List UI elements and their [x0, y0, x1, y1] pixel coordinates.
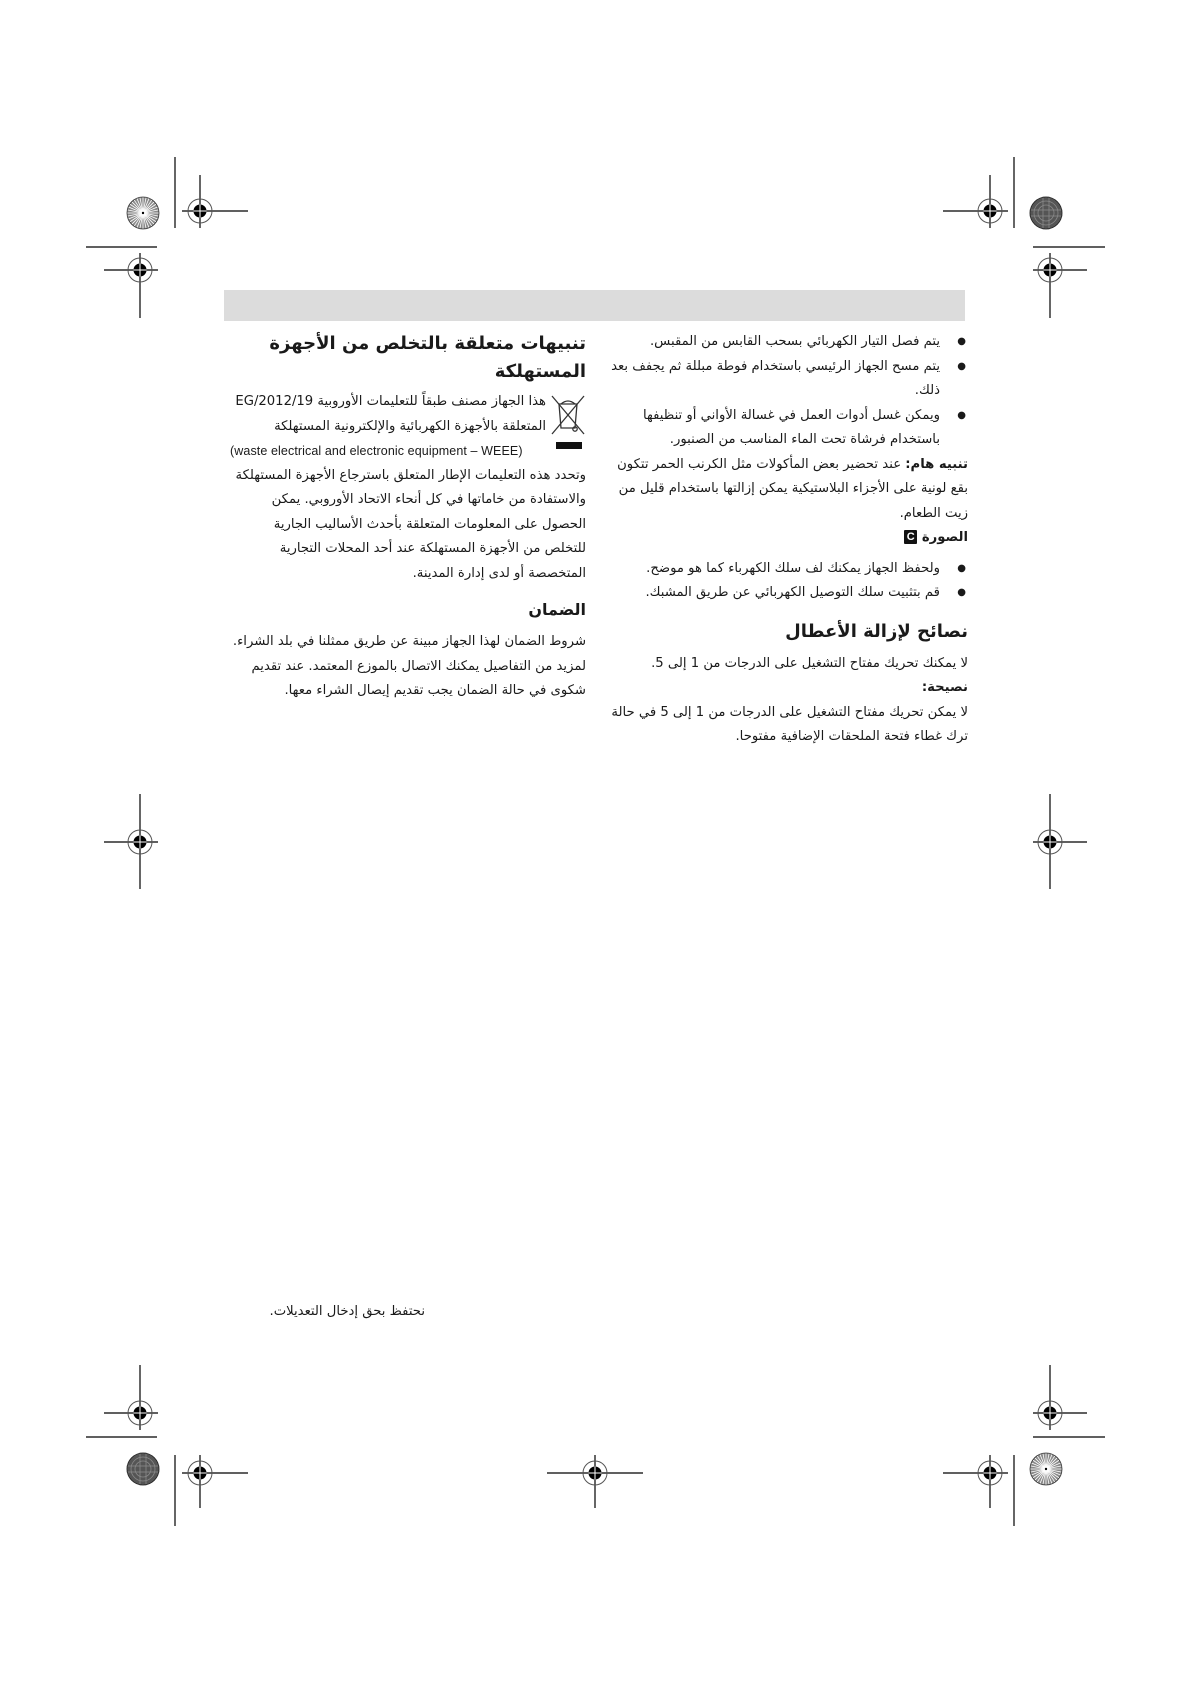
- tip-label: نصيحة:: [921, 680, 968, 695]
- cleaning-list: [600, 330, 968, 453]
- problem-text: لا يمكنك تحريك مفتاح التشغيل على الدرجات من 1 إلى 5.: [651, 655, 968, 671]
- list-item: ● يتم مسح الجهاز الرئيسي باستخدام فوطة مبللة ثم يجفف بعد ذلك.: [600, 355, 968, 404]
- important-notice: [600, 453, 968, 527]
- notice-text: عند تحضير بعض المأكولات مثل الكرنب الحمر تتكون بقع لونية على الأجزاء البلاستيكية يمكن إزالتها باستخدام قليل من زيت الطعام.: [617, 456, 968, 521]
- figure-letter-badge: C: [904, 530, 917, 544]
- crossed-out-wheelie-bin-icon: [550, 394, 586, 454]
- list-item: ● يتم فصل التيار الكهربائي بسحب القابس من المقبس.: [600, 330, 968, 355]
- rights-reserved-note: نحتفظ بحق إدخال التعديلات.: [269, 1304, 425, 1319]
- right-column: [600, 330, 968, 750]
- list-item: ● ويمكن غسل أدوات العمل في غسالة الأواني أو تنظيفها باستخدام فرشاة تحت الماء المناسب من الصنبور.: [600, 404, 968, 453]
- disposal-heading: تنبيهات متعلقة بالتخلص من الأجهزة المستهلكة: [269, 333, 586, 382]
- header-bar: [224, 290, 965, 321]
- tip-text: لا يمكن تحريك مفتاح التشغيل على الدرجات من 1 إلى 5 في حالة ترك غطاء فتحة الملحقات الإضافية مفتوحا.: [611, 704, 968, 744]
- warranty-heading: الضمان: [528, 600, 586, 619]
- notice-label: تنبيه هام:: [905, 456, 968, 472]
- weee-english-text: (waste electrical and electronic equipment – WEEE): [230, 444, 523, 458]
- figure-reference: [600, 526, 968, 551]
- list-item: ● ولحفظ الجهاز يمكنك لف سلك الكهرباء كما هو موضح.: [600, 557, 968, 582]
- troubleshooting-heading: نصائح لإزالة الأعطال: [785, 620, 968, 642]
- warranty-text: شروط الضمان لهذا الجهاز مبينة عن طريق ممثلنا في بلد الشراء. لمزيد من التفاصيل يمكنك الاتصال بالموزع المعتمد. عند تقديم شكوى في حالة الضمان يجب تقديم إيصال الشراء معها.: [232, 634, 586, 698]
- left-column: [230, 330, 586, 704]
- list-item: ● قم بتثبيت سلك التوصيل الكهربائي عن طريق المشبك.: [600, 581, 968, 606]
- weee-text: هذا الجهاز مصنف طبقاً للتعليمات الأوروبية 2012/19/EG المتعلقة بالأجهزة الكهربائية والإلكترونية المستهلكة: [235, 394, 546, 434]
- storage-list: [600, 557, 968, 606]
- figure-label: الصورة: [921, 530, 968, 545]
- weee-block: [230, 390, 586, 439]
- directive-text: وتحدد هذه التعليمات الإطار المتعلق باسترجاع الأجهزة المستهلكة والاستفادة من خاماتها في كل أنحاء الاتحاد الأوروبي. يمكن الحصول على المعلومات المتعلقة بأحدث الأساليب الجارية للتخلص من الأجهزة المستهلكة عند أحد المحلات التجارية المتخصصة أو لدى إدارة المدينة.: [235, 467, 586, 581]
